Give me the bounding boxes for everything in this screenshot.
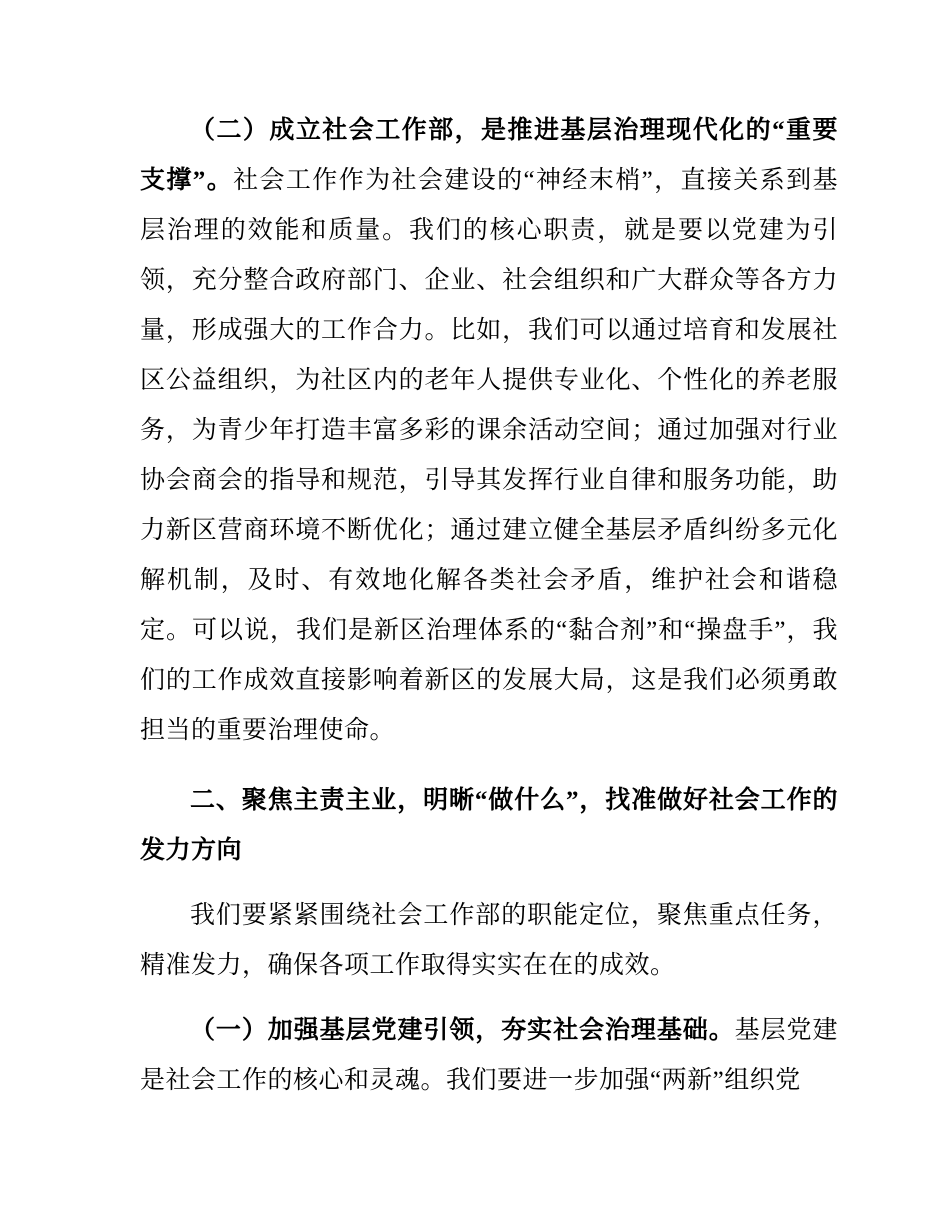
paragraph-intro <box>140 891 838 991</box>
section-heading-two <box>140 776 838 876</box>
paragraph-intro-text: 我们要紧紧围绕社会工作部的职能定位，聚焦重点任务，精准发力，确保各项工作取得实实在在的成效。 <box>140 902 838 979</box>
paragraph-point-one-lead: （一）加强基层党建引领，夯实社会治理基础。 <box>190 1017 735 1044</box>
paragraph-point-one-body: 基层党建是社会工作的核心和灵魂。我们要进一步加强“两新”组织党 <box>140 1017 838 1094</box>
paragraph-point-two-lead: （二）成立社会工作部，是推进基层治理现代化的“重要支撑”。 <box>140 117 838 194</box>
paragraph-point-two-body: 社会工作作为社会建设的“神经末梢”，直接关系到基层治理的效能和质量。我们的核心职责，就是要以党建为引领，充分整合政府部门、企业、社会组织和广大群众等各方力量，形成强大的工作合力。比如，我们可以通过培育和发展社区公益组织，为社区内的老年人提供专业化、个性化的养老服务，为青少年打造丰富多彩的课余活动空间；通过加强对行业协会商会的指导和规范，引导其发挥行业自律和服务功能，助力新区营商环境不断优化；通过建立健全基层矛盾纠纷多元化解机制，及时、有效地化解各类社会矛盾，维护社会和谐稳定。可以说，我们是新区治理体系的“黏合剂”和“操盘手”，我们的工作成效直接影响着新区的发展大局，这是我们必须勇敢担当的重要治理使命。 <box>140 167 838 744</box>
paragraph-point-one <box>140 1006 838 1106</box>
section-heading-two-text: 二、聚焦主责主业，明晰“做什么”，找准做好社会工作的发力方向 <box>140 787 838 864</box>
paragraph-point-two <box>140 106 838 756</box>
